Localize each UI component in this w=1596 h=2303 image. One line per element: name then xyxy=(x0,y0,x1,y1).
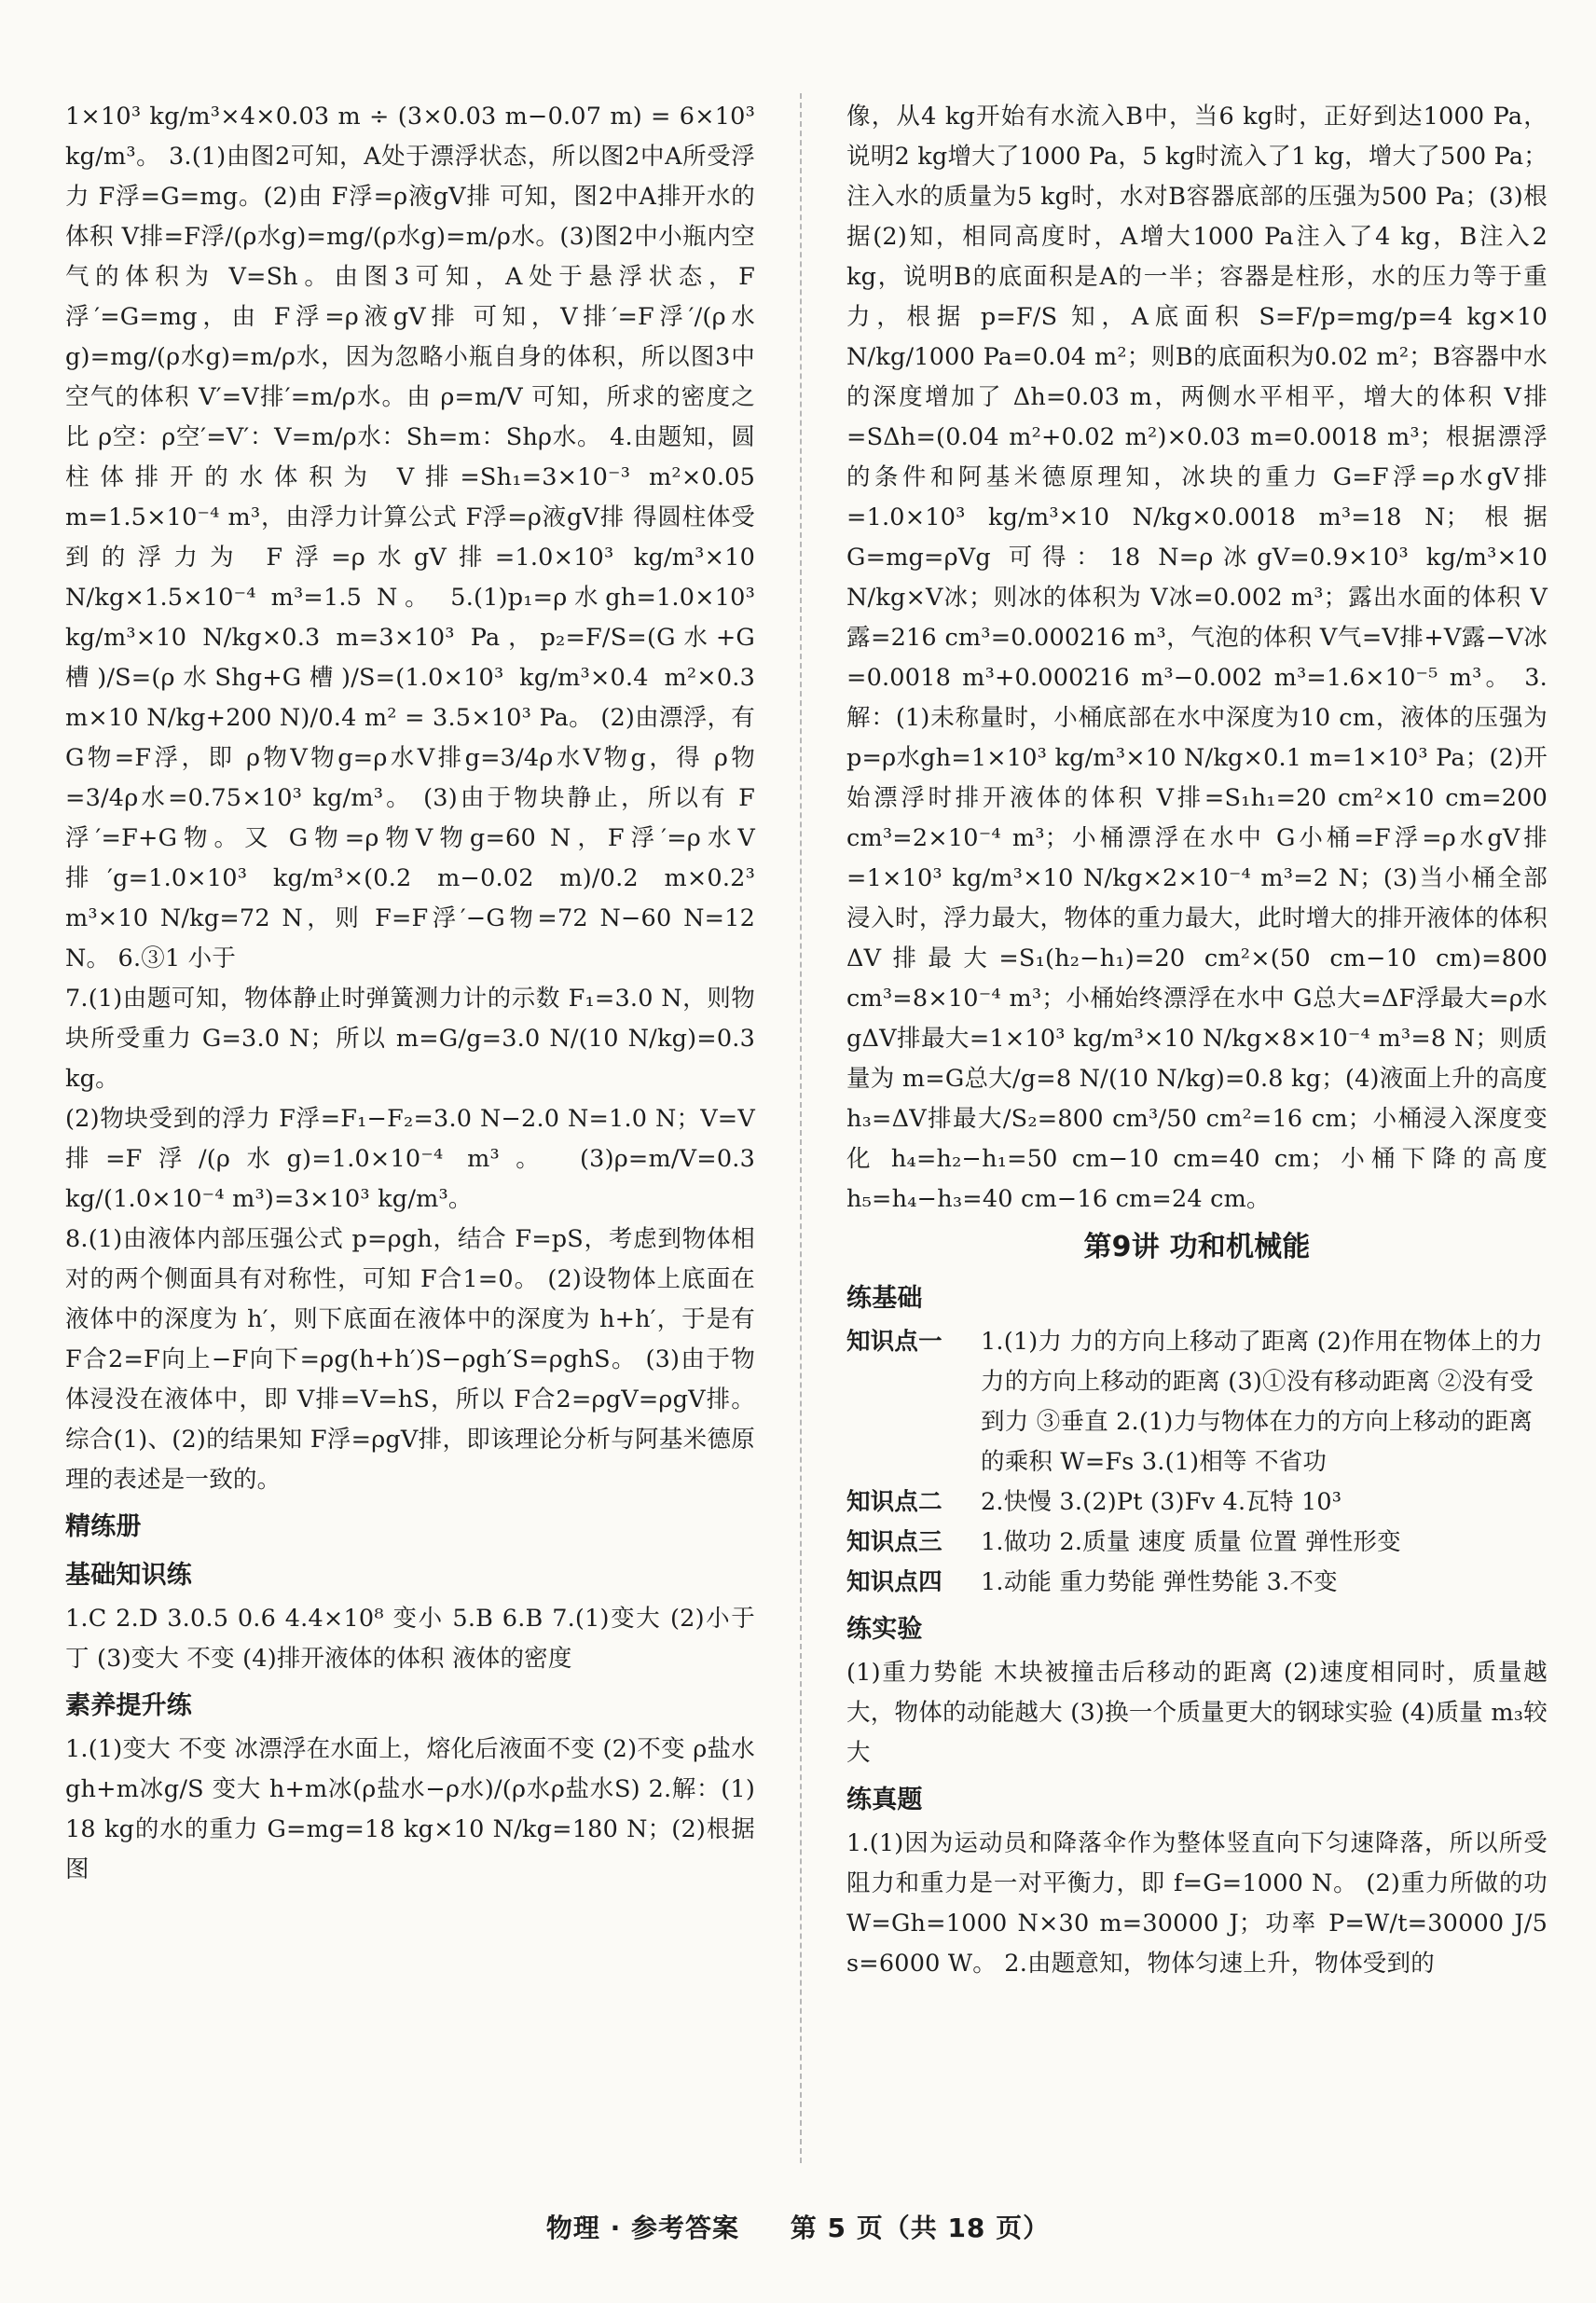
knowledge-point-row xyxy=(846,1322,1548,1482)
knowledge-point-row xyxy=(846,1563,1548,1603)
knowledge-point-label: 知识点一 xyxy=(846,1328,942,1356)
knowledge-point-text: 1.动能 重力势能 弹性势能 3.不变 xyxy=(981,1568,1338,1596)
knowledge-point-text: 1.(1)力 力的方向上移动了距离 (2)作用在物体上的力 力的方向上移动的距离 (3)①没有移动距离 ②没有受到力 ③垂直 2.(1)力与物体在力的方向上移动的距离的乘积 W=Fs 3.(1)相等 不省功 xyxy=(981,1328,1544,1476)
left-paragraph-3: (2)物块受到的浮力 F浮=F₁−F₂=3.0 N−2.0 N=1.0 N；V=V排=F浮/(ρ水g)=1.0×10⁻⁴ m³。 (3)ρ=m/V=0.3 kg/(1.0×10⁻⁴ m³)=3×10³ kg/m³。 xyxy=(65,1105,755,1213)
knowledge-point-label: 知识点二 xyxy=(846,1488,942,1516)
column-divider xyxy=(800,93,802,2163)
knowledge-point-row xyxy=(846,1482,1548,1523)
footer-subject: 物理 · 参考答案 xyxy=(545,2213,739,2243)
heading-basic-knowledge: 基础知识练 xyxy=(65,1561,192,1590)
knowledge-point-text: 1.做功 2.质量 速度 质量 位置 弹性形变 xyxy=(981,1528,1401,1556)
footer-page-number: 第 5 页（共 18 页） xyxy=(790,2213,1051,2243)
heading-practice-experiment: 练实验 xyxy=(846,1615,923,1644)
knowledge-point-text: 2.快慢 3.(2)Pt (3)Fv 4.瓦特 10³ xyxy=(981,1488,1342,1516)
lecture-title: 第9讲 功和机械能 xyxy=(1083,1231,1311,1263)
knowledge-point-row xyxy=(846,1523,1548,1563)
basic-answers: 1.C 2.D 3.0.5 0.6 4.4×10⁸ 变小 5.B 6.B 7.(1)变大 (2)小于 丁 (3)变大 不变 (4)排开液体的体积 液体的密度 xyxy=(65,1605,755,1673)
left-paragraph-2: 7.(1)由题可知，物体静止时弹簧测力计的示数 F₁=3.0 N，则物块所受重力 G=3.0 N；所以 m=G/g=3.0 N/(10 N/kg)=0.3 kg。 xyxy=(65,985,755,1093)
experiment-answers: (1)重力势能 木块被撞击后移动的距离 (2)速度相同时，质量越大，物体的动能越大 (3)换一个质量更大的钢球实验 (4)质量 m₃较大 xyxy=(846,1659,1548,1767)
page-footer xyxy=(0,2208,1596,2245)
left-paragraph-4: 8.(1)由液体内部压强公式 p=ρgh，结合 F=pS，考虑到物体相对的两个侧面具有对称性，可知 F合1=0。 (2)设物体上底面在液体中的深度为 h′，则下底面在液体中的深度为 h+h′，于是有 F合2=F向上−F向下=ρg(h+h′)S−ρgh′S=ρghS。 (3)由于物体浸没在液体中，即 V排=V=hS，所以 F合2=ρgV=ρgV排。综合(1)、(2)的结果知 F浮=ρgV排，即该理论分析与阿基米德原理的表述是一致的。 xyxy=(65,1225,755,1494)
right-paragraph-1: 像，从4 kg开始有水流入B中，当6 kg时，正好到达1000 Pa，说明2 kg增大了1000 Pa，5 kg时流入了1 kg，增大了500 Pa；注入水的质量为5 kg时，水对B容器底部的压强为500 Pa；(3)根据(2)知，相同高度时，A增大1000 Pa注入了4 kg，B注入2 kg，说明B的底面积是A的一半；容器是柱形，水的压力等于重力，根据 p=F/S 知，A底面积 S=F/p=mg/p=4 kg×10 N/kg/1000 Pa=0.04 m²；则B的底面积为0.02 m²；B容器中水的深度增加了 Δh=0.03 m，两侧水平相平，增大的体积 V排=SΔh=(0.04 m²+0.02 m²)×0.03 m=0.0018 m³；根据漂浮的条件和阿基米德原理知，冰块的重力 G=F浮=ρ水gV排=1.0×10³ kg/m³×10 N/kg×0.0018 m³=18 N；根据 G=mg=ρVg 可得：18 N=ρ冰gV=0.9×10³ kg/m³×10 N/kg×V冰；则冰的体积为 V冰=0.002 m³；露出水面的体积 V露=216 cm³=0.000216 m³，气泡的体积 V气=V排+V露−V冰=0.0018 m³+0.000216 m³−0.002 m³=1.6×10⁻⁵ m³。 3.解：(1)未称量时，小桶底部在水中深度为10 cm，液体的压强为 p=ρ水gh=1×10³ kg/m³×10 N/kg×0.1 m=1×10³ Pa；(2)开始漂浮时排开液体的体积 V排=S₁h₁=20 cm²×10 cm=200 cm³=2×10⁻⁴ m³；小桶漂浮在水中 G小桶=F浮=ρ水gV排=1×10³ kg/m³×10 N/kg×2×10⁻⁴ m³=2 N；(3)当小桶全部浸入时，浮力最大，物体的重力最大，此时增大的排开液体的体积 ΔV排最大=S₁(h₂−h₁)=20 cm²×(50 cm−10 cm)=800 cm³=8×10⁻⁴ m³；小桶始终漂浮在水中 G总大=ΔF浮最大=ρ水gΔV排最大=1×10³ kg/m³×10 N/kg×8×10⁻⁴ m³=8 N；则质量为 m=G总大/g=8 N/(10 N/kg)=0.8 kg；(4)液面上升的高度 h₃=ΔV排最大/S₂=800 cm³/50 cm²=16 cm；小桶浸入深度变化 h₄=h₂−h₁=50 cm−10 cm=40 cm；小桶下降的高度 h₅=h₄−h₃=40 cm−16 cm=24 cm。 xyxy=(846,103,1548,1213)
knowledge-point-label: 知识点四 xyxy=(846,1568,942,1596)
heading-practice-basic: 练基础 xyxy=(846,1284,923,1313)
left-column xyxy=(65,97,755,1890)
right-column xyxy=(846,97,1548,1984)
real-exam-answers: 1.(1)因为运动员和降落伞作为整体竖直向下匀速降落，所以所受阻力和重力是一对平衡力，即 f=G=1000 N。 (2)重力所做的功 W=Gh=1000 N×30 m=30000 J；功率 P=W/t=30000 J/5 s=6000 W。 2.由题意知，物体匀速上升，物体受到的 xyxy=(846,1829,1548,1978)
improve-answers: 1.(1)变大 不变 冰漂浮在水面上，熔化后液面不变 (2)不变 ρ盐水gh+m冰g/S 变大 h+m冰(ρ盐水−ρ水)/(ρ水ρ盐水S) 2.解：(1) 18 kg的水的重力 G=mg=18 kg×10 N/kg=180 N；(2)根据图 xyxy=(65,1735,755,1883)
heading-practice-book: 精练册 xyxy=(65,1512,142,1541)
heading-improve: 素养提升练 xyxy=(65,1691,192,1720)
left-paragraph-1: 1×10³ kg/m³×4×0.03 m ÷ (3×0.03 m−0.07 m) = 6×10³ kg/m³。 3.(1)由图2可知，A处于漂浮状态，所以图2中A所受浮力 F浮=G=mg。(2)由 F浮=ρ液gV排 可知，图2中A排开水的体积 V排=F浮/(ρ水g)=mg/(ρ水g)=m/ρ水。(3)图2中小瓶内空气的体积为 V=Sh。由图3可知，A处于悬浮状态，F浮′=G=mg，由 F浮=ρ液gV排 可知，V排′=F浮′/(ρ水g)=mg/(ρ水g)=m/ρ水，因为忽略小瓶自身的体积，所以图3中空气的体积 V′=V排′=m/ρ水。由 ρ=m/V 可知，所求的密度之比 ρ空：ρ空′=V′：V=m/ρ水：Sh=m：Shρ水。 4.由题知，圆柱体排开的水体积为 V排=Sh₁=3×10⁻³ m²×0.05 m=1.5×10⁻⁴ m³，由浮力计算公式 F浮=ρ液gV排 得圆柱体受到的浮力为 F浮=ρ水gV排=1.0×10³ kg/m³×10 N/kg×1.5×10⁻⁴ m³=1.5 N。 5.(1)p₁=ρ水gh=1.0×10³ kg/m³×10 N/kg×0.3 m=3×10³ Pa，p₂=F/S=(G水+G槽)/S=(ρ水Shg+G槽)/S=(1.0×10³ kg/m³×0.4 m²×0.3 m×10 N/kg+200 N)/0.4 m² = 3.5×10³ Pa。 (2)由漂浮，有 G物=F浮，即 ρ物V物g=ρ水V排g=3/4ρ水V物g，得 ρ物=3/4ρ水=0.75×10³ kg/m³。 (3)由于物块静止，所以有 F浮′=F+G物。又 G物=ρ物V物g=60 N，F浮′=ρ水V排′g=1.0×10³ kg/m³×(0.2 m−0.02 m)/0.2 m×0.2³ m³×10 N/kg=72 N，则 F=F浮′−G物=72 N−60 N=12 N。 6.③1 小于 xyxy=(65,103,755,972)
knowledge-point-label: 知识点三 xyxy=(846,1528,942,1556)
heading-practice-real-exam: 练真题 xyxy=(846,1786,923,1814)
